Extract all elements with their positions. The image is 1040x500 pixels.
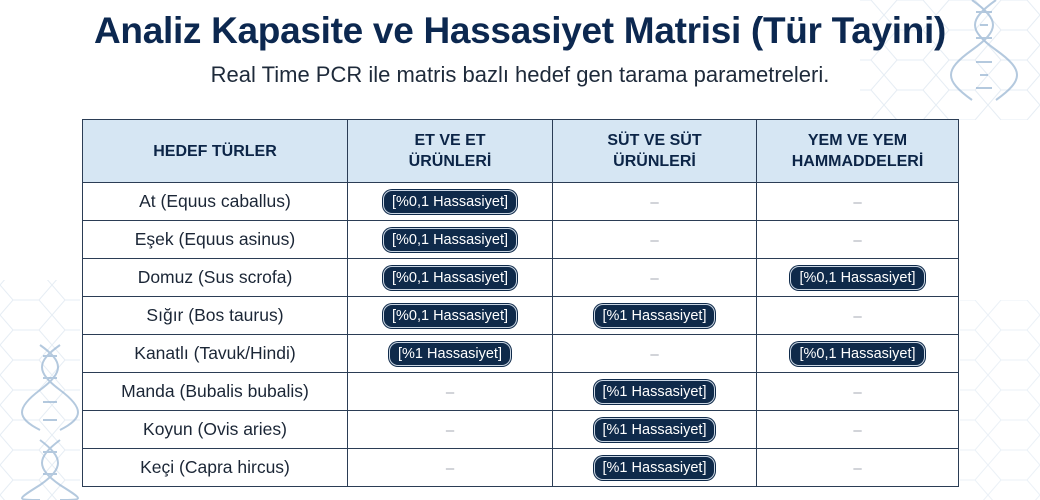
page-title: Analiz Kapasite ve Hassasiyet Matrisi (Tür Tayini) <box>93 10 947 51</box>
table-row <box>83 449 959 487</box>
sensitivity-badge: [%1 Hassasiyet] <box>594 380 716 404</box>
species-name-cell: Kanatlı (Tavuk/Hindi) <box>83 335 348 373</box>
table-row <box>83 183 959 221</box>
not-applicable-dash: – <box>853 193 862 211</box>
sensitivity-badge: [%0,1 Hassasiyet] <box>383 304 517 328</box>
sensitivity-matrix-table <box>82 119 959 487</box>
sensitivity-cell <box>348 297 553 335</box>
sensitivity-cell <box>757 335 959 373</box>
species-name-cell: Domuz (Sus scrofa) <box>83 259 348 297</box>
not-applicable-dash: – <box>650 345 659 363</box>
header-target-species: HEDEF TÜRLER <box>83 120 348 183</box>
sensitivity-badge: [%0,1 Hassasiyet] <box>383 266 517 290</box>
page-subtitle: Real Time PCR ile matris bazlı hedef gen tarama parametreleri. <box>210 62 830 87</box>
not-applicable-dash: – <box>853 231 862 249</box>
species-name-cell: Eşek (Equus asinus) <box>83 221 348 259</box>
not-applicable-dash: – <box>445 459 455 477</box>
sensitivity-cell <box>553 297 757 335</box>
table-header-row <box>83 120 959 183</box>
sensitivity-cell <box>553 221 757 259</box>
not-applicable-dash: – <box>650 193 659 211</box>
sensitivity-cell <box>348 221 553 259</box>
sensitivity-cell <box>553 335 757 373</box>
sensitivity-cell <box>348 373 553 411</box>
sensitivity-cell <box>757 411 959 449</box>
not-applicable-dash: – <box>650 231 659 249</box>
sensitivity-cell <box>757 259 959 297</box>
sensitivity-cell <box>553 259 757 297</box>
species-name-cell: Manda (Bubalis bubalis) <box>83 373 348 411</box>
sensitivity-cell <box>553 449 757 487</box>
header-feed-materials: YEM VE YEM HAMMADDELERİ <box>757 120 959 183</box>
sensitivity-cell <box>757 373 959 411</box>
not-applicable-dash: – <box>853 421 862 439</box>
sensitivity-cell <box>553 183 757 221</box>
not-applicable-dash: – <box>853 383 862 401</box>
sensitivity-badge: [%1 Hassasiyet] <box>594 304 716 328</box>
sensitivity-cell <box>348 259 553 297</box>
header-dairy-products: SÜT VE SÜT ÜRÜNLERİ <box>553 120 757 183</box>
sensitivity-badge: [%0,1 Hassasiyet] <box>383 190 517 214</box>
species-name-cell: Sığır (Bos taurus) <box>83 297 348 335</box>
sensitivity-badge: [%1 Hassasiyet] <box>389 342 511 366</box>
sensitivity-cell <box>757 297 959 335</box>
not-applicable-dash: – <box>853 307 862 325</box>
table-row <box>83 297 959 335</box>
sensitivity-cell <box>553 373 757 411</box>
sensitivity-badge: [%1 Hassasiyet] <box>594 456 716 480</box>
species-name-cell: Koyun (Ovis aries) <box>83 411 348 449</box>
sensitivity-badge: [%1 Hassasiyet] <box>594 418 716 442</box>
table-row <box>83 373 959 411</box>
sensitivity-badge: [%0,1 Hassasiyet] <box>790 342 924 366</box>
table-row <box>83 259 959 297</box>
table-row <box>83 411 959 449</box>
table-row <box>83 335 959 373</box>
sensitivity-cell <box>553 411 757 449</box>
sensitivity-cell <box>757 221 959 259</box>
sensitivity-cell <box>348 449 553 487</box>
table-row <box>83 221 959 259</box>
not-applicable-dash: – <box>853 459 862 477</box>
species-name-cell: At (Equus caballus) <box>83 183 348 221</box>
not-applicable-dash: – <box>650 269 659 287</box>
sensitivity-badge: [%0,1 Hassasiyet] <box>383 228 517 252</box>
sensitivity-cell <box>348 335 553 373</box>
not-applicable-dash: – <box>445 383 455 401</box>
species-name-cell: Keçi (Capra hircus) <box>83 449 348 487</box>
sensitivity-cell <box>757 183 959 221</box>
sensitivity-cell <box>757 449 959 487</box>
header-meat-products: ET VE ET ÜRÜNLERİ <box>348 120 553 183</box>
sensitivity-cell <box>348 411 553 449</box>
sensitivity-cell <box>348 183 553 221</box>
not-applicable-dash: – <box>445 421 455 439</box>
sensitivity-badge: [%0,1 Hassasiyet] <box>790 266 924 290</box>
